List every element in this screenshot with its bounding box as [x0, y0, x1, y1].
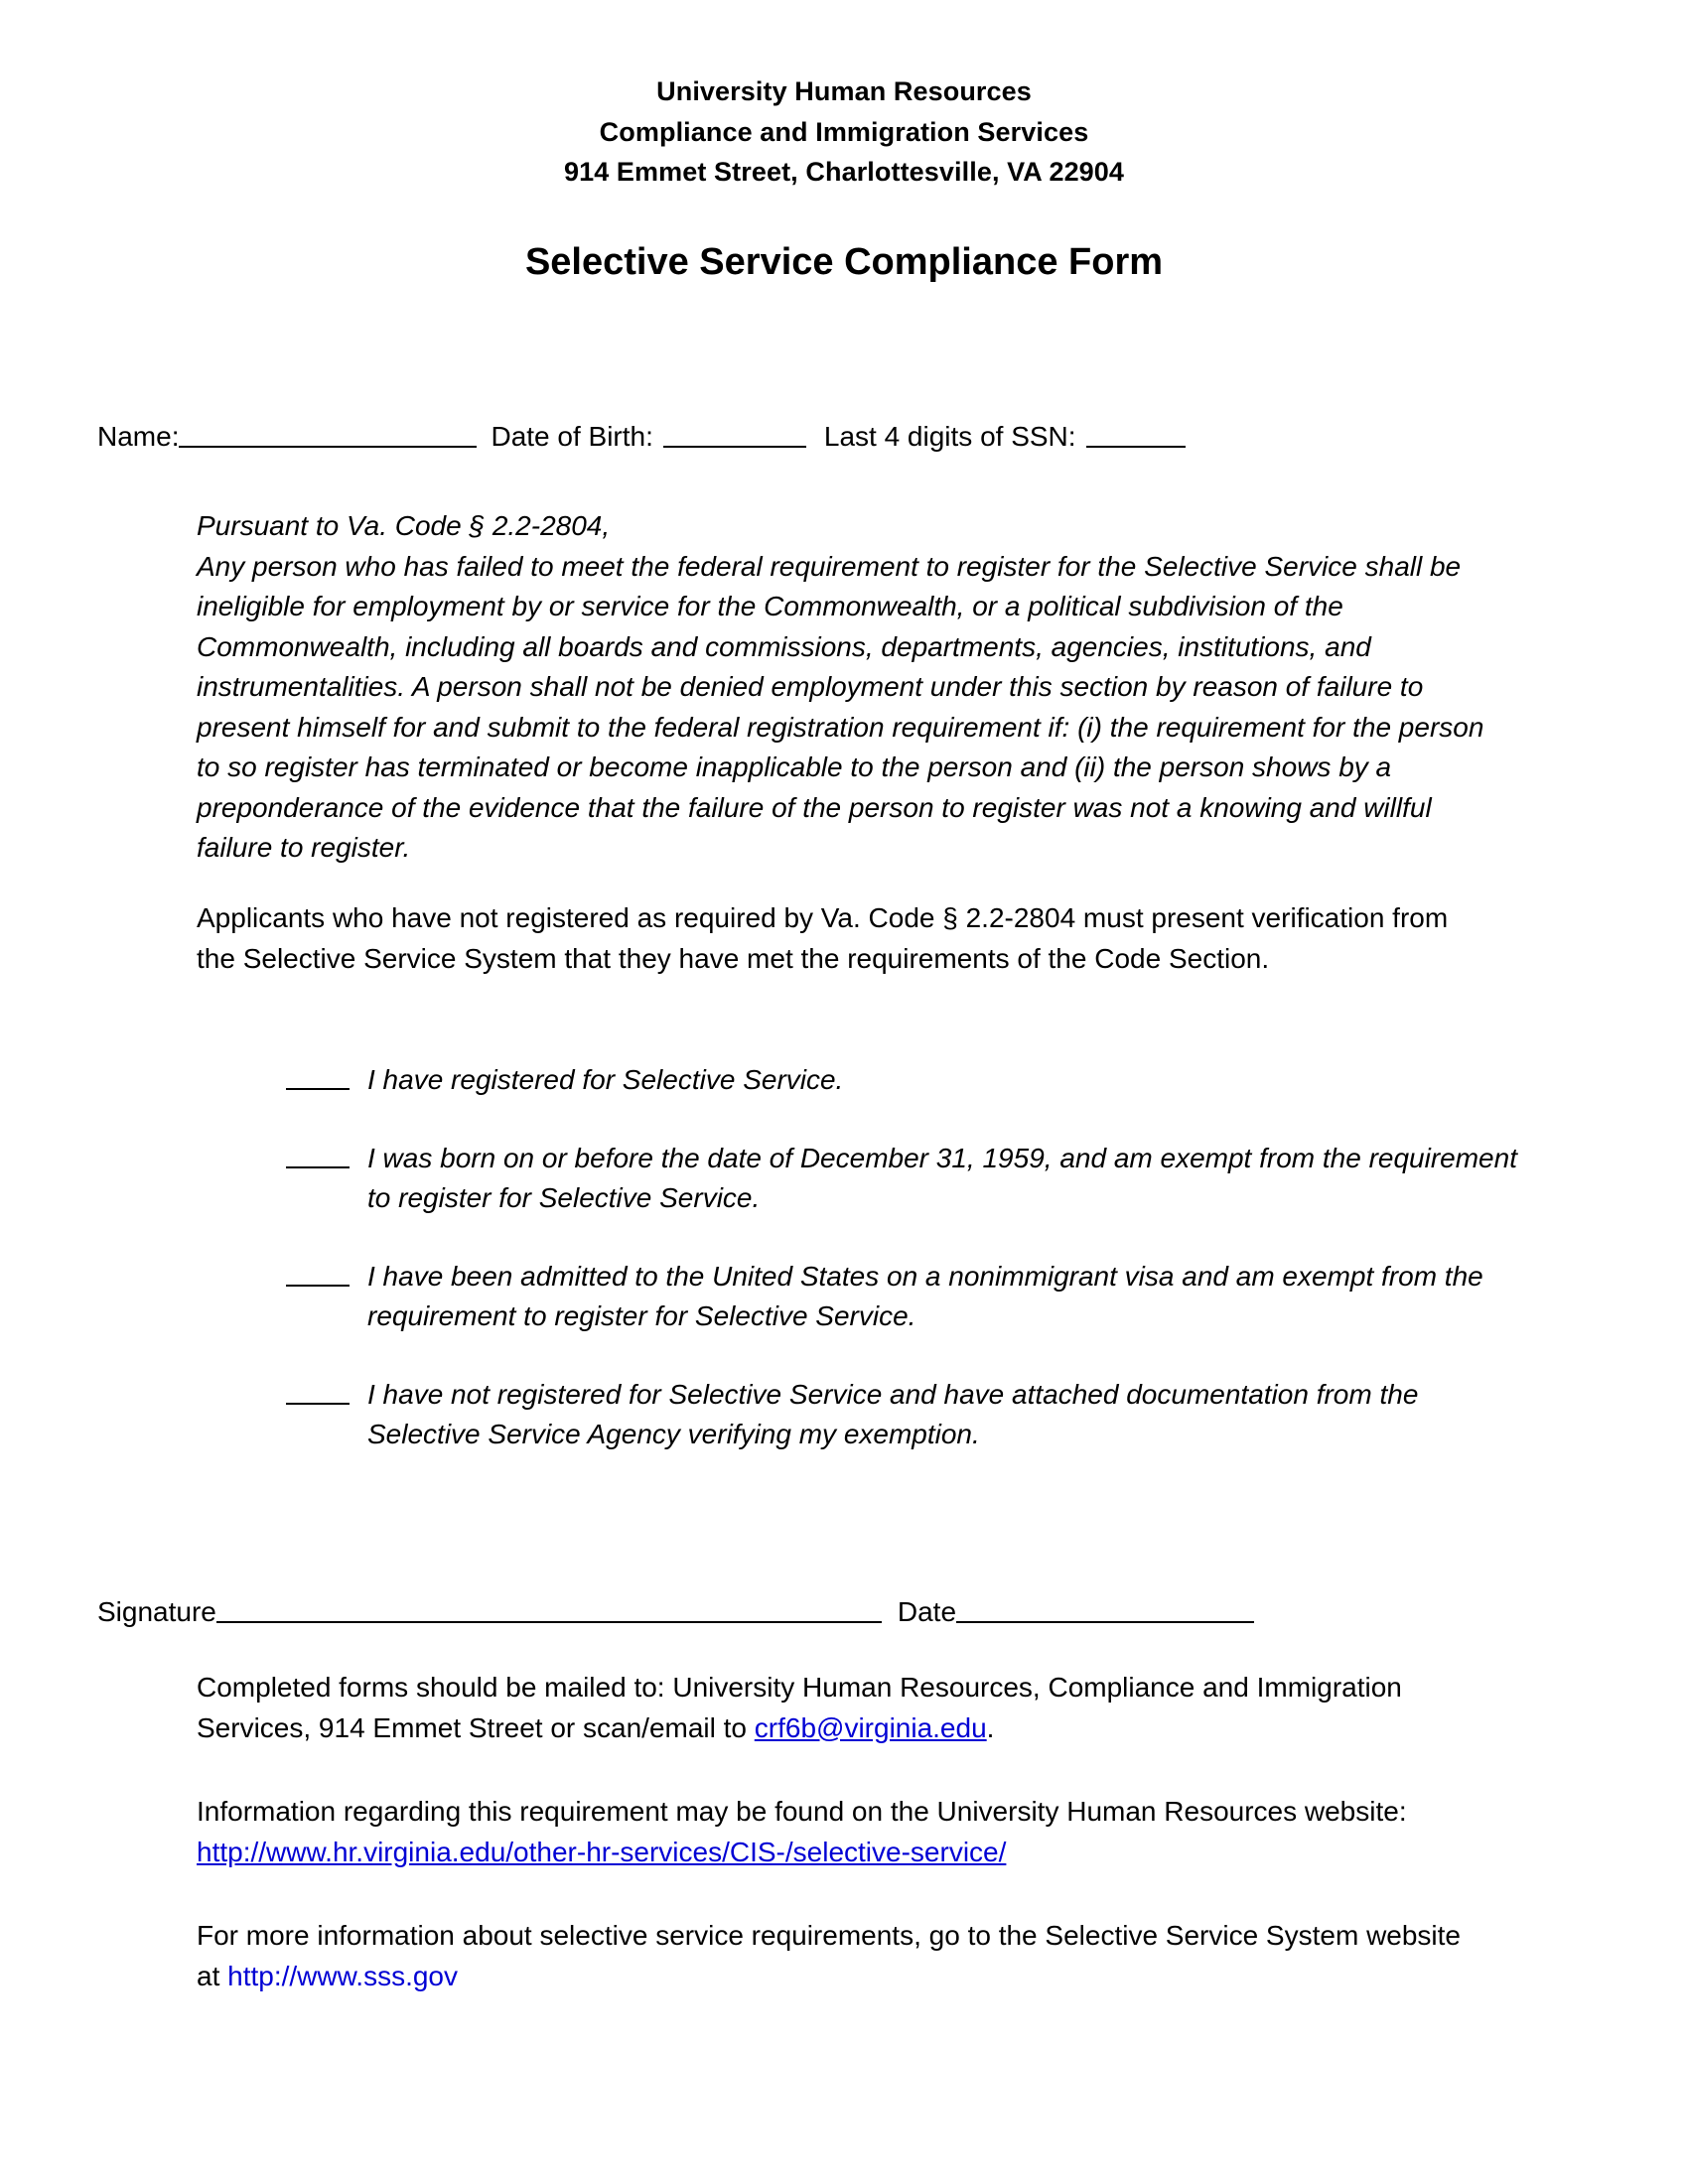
attestation-option[interactable] — [286, 1375, 1527, 1455]
hr-website-info-block — [197, 1792, 1489, 1872]
signature-input-blank[interactable] — [216, 1593, 882, 1623]
document-header — [0, 71, 1688, 193]
attestation-checkbox-blank[interactable] — [286, 1139, 350, 1168]
hr-website-link[interactable]: http://www.hr.virginia.edu/other-hr-services/CIS-/selective-service/ — [197, 1836, 1007, 1867]
ssn-label: Last 4 digits of SSN: — [823, 421, 1076, 452]
applicants-notice-block — [197, 898, 1489, 979]
name-label: Name: — [97, 421, 180, 452]
signature-field-row — [97, 1592, 1567, 1632]
hr-website-info-text — [197, 1792, 1489, 1872]
attestation-option[interactable] — [286, 1257, 1527, 1337]
sss-website-block — [197, 1916, 1489, 1996]
attestation-option-label: I have been admitted to the United States on a nonimmigrant visa and am exempt from the requirement to register for Selective Service. — [367, 1260, 1483, 1331]
signature-label: Signature — [97, 1596, 216, 1627]
mailing-instructions-suffix: . — [986, 1711, 995, 1743]
date-label: Date — [897, 1596, 957, 1627]
org-line-2: Compliance and Immigration Services — [599, 116, 1089, 147]
contact-email-link[interactable]: crf6b@virginia.edu — [754, 1711, 987, 1743]
statute-citation: Pursuant to Va. Code § 2.2-2804, — [197, 510, 611, 541]
identity-field-row — [97, 417, 1557, 457]
hr-website-info-prefix: Information regarding this requirement may be found on the University Human Resources website: — [197, 1796, 1407, 1827]
attestation-checkbox-blank[interactable] — [286, 1060, 350, 1090]
sss-website-link[interactable]: http://www.sss.gov — [227, 1960, 459, 1991]
attestation-options-list — [286, 1060, 1527, 1493]
attestation-option[interactable] — [286, 1060, 1527, 1101]
attestation-option-label: I have registered for Selective Service. — [367, 1064, 844, 1095]
dob-label: Date of Birth: — [491, 421, 653, 452]
page-title: Selective Service Compliance Form — [524, 241, 1164, 283]
statute-block — [197, 506, 1489, 869]
attestation-option-label: I was born on or before the date of December 31, 1959, and am exempt from the requirement to register for Selective Service. — [367, 1142, 1517, 1213]
name-input-blank[interactable] — [179, 418, 477, 448]
attestation-option[interactable] — [286, 1139, 1527, 1219]
signature-date-input-blank[interactable] — [956, 1593, 1254, 1623]
sss-website-text — [197, 1916, 1489, 1996]
ssn-input-blank[interactable] — [1086, 418, 1186, 448]
attestation-option-label: I have not registered for Selective Service and have attached documentation from the Selective Service Agency verifying my exemption. — [367, 1378, 1419, 1449]
date-of-birth-input-blank[interactable] — [663, 418, 806, 448]
sss-website-prefix: For more information about selective service requirements, go to the Selective Service System website at — [197, 1920, 1462, 1991]
org-line-1: University Human Resources — [656, 76, 1032, 106]
statute-text: Any person who has failed to meet the federal requirement to register for the Selective Service shall be ineligible for employment by or service for the Commonwealth, or a political subdivision of the Commonwealth, including all boards and commissions, departments, agencies, institutions, and instrumentalities. A person shall not be denied employment under this section by reason of failure to present himself for and submit to the federal registration requirement if: (i) the requirement for the person to so register has terminated or become inapplicable to the person and (ii) the person shows by a preponderance of the evidence that the failure of the person to register was not a knowing and willful failure to register. — [197, 550, 1484, 863]
org-address: 914 Emmet Street, Charlottesville, VA 22904 — [563, 157, 1125, 187]
mailing-instructions-prefix: Completed forms should be mailed to: University Human Resources, Compliance and Immigration Services, 914 Emmet Street or scan/email to — [197, 1672, 1402, 1743]
mailing-instructions-text — [197, 1668, 1489, 1748]
applicants-notice-text: Applicants who have not registered as required by Va. Code § 2.2-2804 must present verification from the Selective Service System that they have met the requirements of the Code Section. — [197, 902, 1449, 974]
attestation-checkbox-blank[interactable] — [286, 1375, 350, 1405]
attestation-checkbox-blank[interactable] — [286, 1257, 350, 1287]
mailing-instructions-block — [197, 1668, 1489, 1748]
